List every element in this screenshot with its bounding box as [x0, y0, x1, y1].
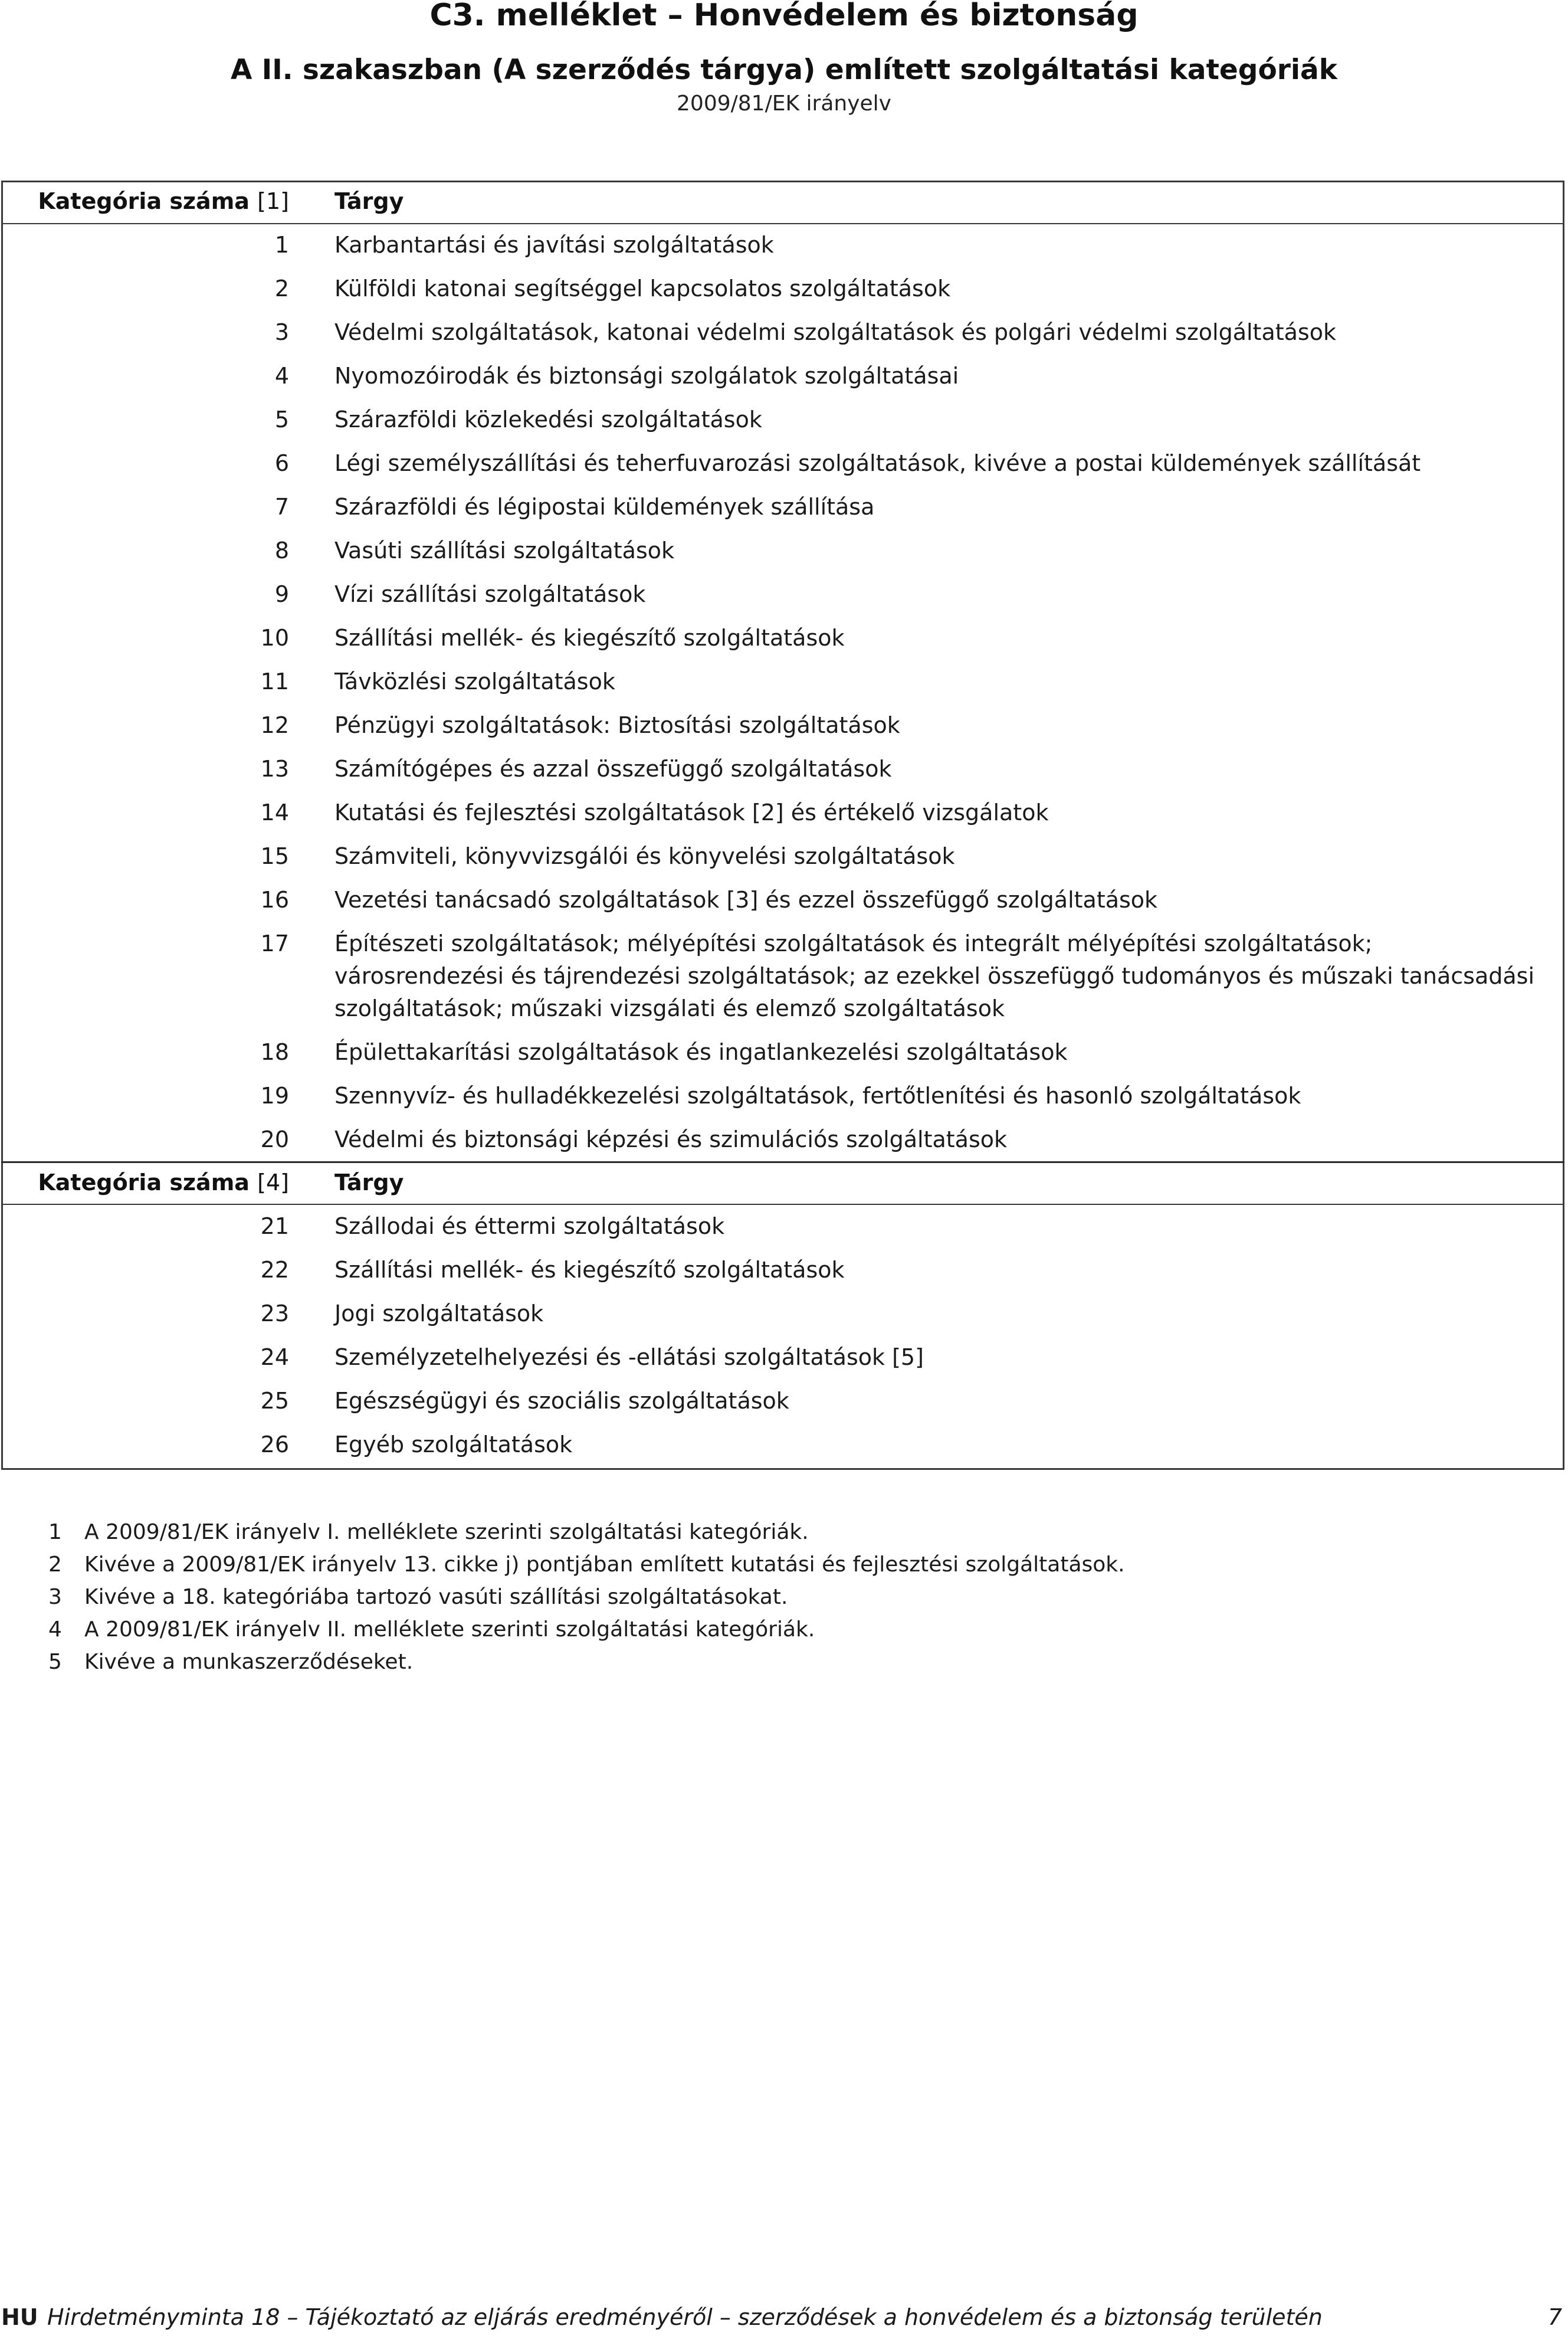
category-subject: Szárazföldi és légipostai küldemények szállítása — [334, 494, 875, 520]
footnote-number: 5 — [48, 1650, 62, 1674]
footnote-number: 1 — [48, 1520, 62, 1544]
category-number: 11 — [260, 669, 289, 695]
category-number: 16 — [260, 887, 289, 913]
footnote-text: Kivéve a munkaszerződéseket. — [84, 1650, 414, 1674]
category-subject: Vízi szállítási szolgáltatások — [334, 581, 646, 607]
category-number: 19 — [260, 1083, 289, 1109]
category-subject: Szállítási mellék- és kiegészítő szolgáltatások — [334, 625, 845, 651]
category-subject: Egyéb szolgáltatások — [334, 1432, 573, 1457]
page-footer — [0, 2301, 1568, 2334]
footnote — [0, 1516, 1568, 1548]
table-section-divider — [1, 1161, 1564, 1163]
category-number: 14 — [260, 800, 289, 826]
subject-header: Tárgy — [334, 188, 404, 214]
category-number: 9 — [274, 581, 289, 607]
category-subject: Személyzetelhelyezési és -ellátási szolgáltatások [5] — [334, 1344, 924, 1370]
category-subject: Szennyvíz- és hulladékkezelési szolgáltatások, fertőtlenítési és hasonló szolgáltatások — [334, 1083, 1301, 1109]
footnote-number: 3 — [48, 1585, 62, 1609]
footnote-text: Kivéve a 18. kategóriába tartozó vasúti szállítási szolgáltatásokat. — [84, 1585, 788, 1609]
category-subject: Számítógépes és azzal összefüggő szolgáltatások — [334, 756, 892, 782]
category-number: 23 — [260, 1301, 289, 1326]
category-number: 22 — [260, 1257, 289, 1283]
page-number: 7 — [1547, 2304, 1562, 2330]
footnote-text: A 2009/81/EK irányelv I. melléklete szerinti szolgáltatási kategóriák. — [84, 1520, 809, 1544]
category-number: 12 — [260, 712, 289, 738]
category-subject: Szállítási mellék- és kiegészítő szolgáltatások — [334, 1257, 845, 1283]
category-number: 18 — [260, 1039, 289, 1065]
category-subject: Külföldi katonai segítséggel kapcsolatos szolgáltatások — [334, 276, 951, 302]
category-subject: Távközlési szolgáltatások — [334, 669, 615, 695]
category-number: 21 — [260, 1213, 289, 1239]
category-subject: Építészeti szolgáltatások; mélyépítési szolgáltatások és integrált mélyépítési szolgáltatások; városrendezési és tájrendezési szolgáltatások; az ezekkel összefüggő tudományos és műszaki tanácsadási szolgáltatások; műszaki vizsgálati és elemző szolgáltatások — [334, 931, 1535, 1021]
subject-header: Tárgy — [334, 1170, 404, 1195]
category-subject: Pénzügyi szolgáltatások: Biztosítási szolgáltatások — [334, 712, 900, 738]
category-subject: Nyomozóirodák és biztonsági szolgálatok szolgáltatásai — [334, 363, 959, 389]
category-subject: Védelmi szolgáltatások, katonai védelmi szolgáltatások és polgári védelmi szolgáltatások — [334, 319, 1336, 345]
category-number: 1 — [274, 232, 289, 258]
category-subject: Szárazföldi közlekedési szolgáltatások — [334, 407, 762, 433]
category-subject: Védelmi és biztonsági képzési és szimulációs szolgáltatások — [334, 1126, 1008, 1152]
footnote-number: 2 — [48, 1552, 62, 1577]
footnote-text: A 2009/81/EK irányelv II. melléklete szerinti szolgáltatási kategóriák. — [84, 1617, 815, 1642]
page-title: C3. melléklet – Honvédelem és biztonság — [429, 0, 1139, 33]
category-subject: Kutatási és fejlesztési szolgáltatások [2] és értékelő vizsgálatok — [334, 800, 1049, 826]
footer-document-title: Hirdetményminta 18 – Tájékoztató az eljárás eredményéről – szerződések a honvédelem és a biztonság területén — [47, 2304, 1323, 2330]
category-subject: Számviteli, könyvvizsgálói és könyvelési szolgáltatások — [334, 843, 955, 869]
category-number: 7 — [274, 494, 289, 520]
category-number: 4 — [274, 363, 289, 389]
category-number: 26 — [260, 1432, 289, 1457]
category-number: 15 — [260, 843, 289, 869]
category-subject: Épülettakarítási szolgáltatások és ingatlankezelési szolgáltatások — [334, 1039, 1068, 1065]
footnote — [0, 1646, 1568, 1678]
category-number: 2 — [274, 276, 289, 302]
table-header-divider-2 — [1, 1204, 1564, 1205]
category-number: 5 — [274, 407, 289, 433]
category-number-header: Kategória száma [4] — [38, 1170, 289, 1195]
footnote — [0, 1581, 1568, 1613]
category-number: 10 — [260, 625, 289, 651]
category-number: 25 — [260, 1388, 289, 1414]
category-number: 6 — [274, 450, 289, 476]
category-number: 8 — [274, 538, 289, 564]
footnotes — [0, 1516, 1568, 1678]
category-number-header: Kategória száma [1] — [38, 188, 289, 214]
category-number: 24 — [260, 1344, 289, 1370]
category-number: 3 — [274, 319, 289, 345]
footnote — [0, 1613, 1568, 1646]
footnote — [0, 1548, 1568, 1581]
category-subject: Légi személyszállítási és teherfuvarozási szolgáltatások, kivéve a postai küldemények szállítását — [334, 450, 1421, 476]
category-subject: Jogi szolgáltatások — [334, 1301, 544, 1326]
category-subject: Karbantartási és javítási szolgáltatások — [334, 232, 774, 258]
footnote-text: Kivéve a 2009/81/EK irányelv 13. cikke j) pontjában említett kutatási és fejlesztési szolgáltatások. — [84, 1552, 1125, 1577]
category-number: 17 — [260, 931, 289, 957]
category-subject: Szállodai és éttermi szolgáltatások — [334, 1213, 725, 1239]
category-subject: Egészségügyi és szociális szolgáltatások — [334, 1388, 789, 1414]
category-subject: Vezetési tanácsadó szolgáltatások [3] és ezzel összefüggő szolgáltatások — [334, 887, 1158, 913]
table-header-divider — [1, 223, 1564, 224]
page-subtitle: A II. szakaszban (A szerződés tárgya) említett szolgáltatási kategóriák — [230, 54, 1337, 86]
directive-reference: 2009/81/EK irányelv — [677, 91, 891, 116]
footnote-number: 4 — [48, 1617, 62, 1642]
language-code: HU — [1, 2304, 38, 2330]
category-number: 20 — [260, 1126, 289, 1152]
category-number: 13 — [260, 756, 289, 782]
category-subject: Vasúti szállítási szolgáltatások — [334, 538, 675, 564]
